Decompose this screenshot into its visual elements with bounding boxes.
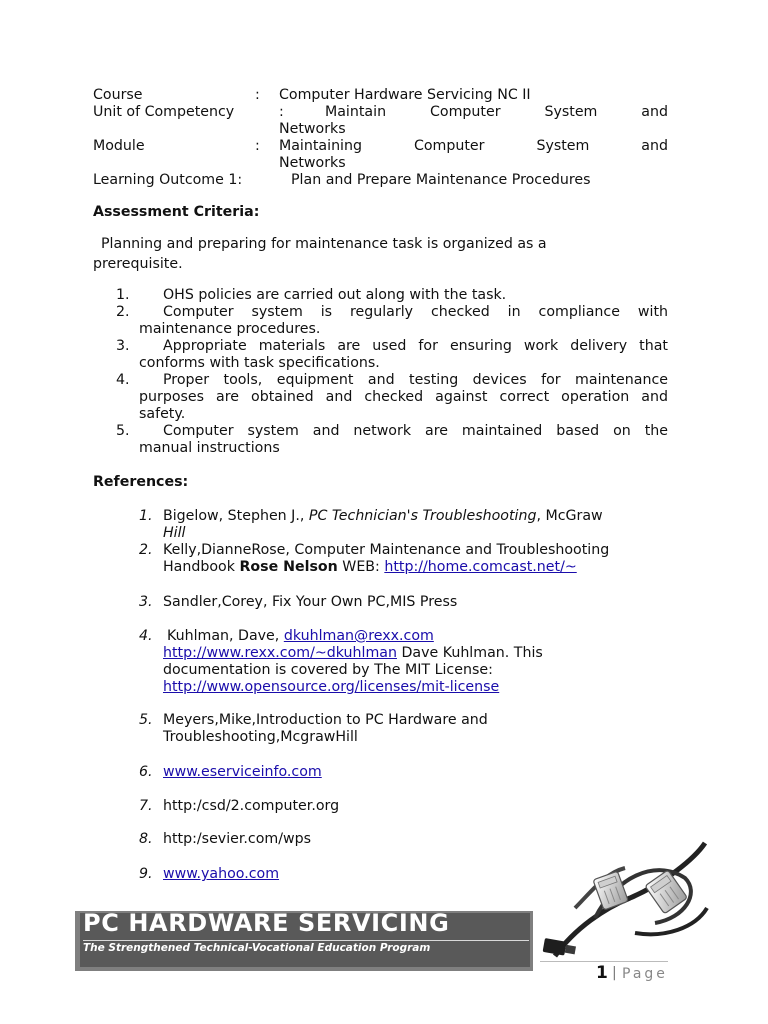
reference-4-email-link[interactable]: dkuhlman@rexx.com bbox=[283, 628, 434, 644]
criteria-item-4-line2: purposes are obtained and checked against correct operation and bbox=[139, 389, 668, 405]
criteria-item-3-line1: Appropriate materials are used for ensuring work delivery that bbox=[163, 338, 668, 354]
page-number: 1 bbox=[596, 963, 608, 983]
footer-subtitle: The Strengthened Technical-Vocational Education Program bbox=[83, 942, 431, 954]
reference-6 bbox=[163, 764, 668, 781]
criteria-number: 4. bbox=[116, 372, 130, 388]
reference-8: http:/sevier.com/wps bbox=[163, 831, 311, 847]
reference-1 bbox=[163, 508, 668, 542]
learning-outcome-value: Plan and Prepare Maintenance Procedures bbox=[291, 172, 591, 188]
unit-value-line2: Networks bbox=[279, 121, 346, 137]
reference-2-link[interactable]: http://home.comcast.net/~ bbox=[384, 559, 577, 575]
criteria-item-4-line3: safety. bbox=[139, 406, 186, 422]
criteria-item-5-line2: manual instructions bbox=[139, 440, 280, 456]
module-value-line1 bbox=[279, 138, 668, 155]
reference-2-web-label: WEB: bbox=[337, 559, 385, 575]
page-label: Page bbox=[622, 966, 668, 982]
course-colon: : bbox=[255, 87, 260, 103]
module-label: Module bbox=[93, 138, 145, 154]
assessment-heading: Assessment Criteria: bbox=[93, 204, 260, 220]
reference-1-publisher: , McGraw bbox=[536, 508, 603, 524]
reference-4-license-link[interactable]: http://www.opensource.org/licenses/mit-license bbox=[163, 679, 500, 695]
reference-number: 2. bbox=[139, 542, 153, 558]
course-label: Course bbox=[93, 87, 143, 103]
reference-4-website-link[interactable]: http://www.rexx.com/~dkuhlman bbox=[163, 645, 397, 661]
reference-4 bbox=[163, 628, 668, 696]
footer-title: PC HARDWARE SERVICING bbox=[83, 909, 450, 937]
reference-1-publisher-cont: Hill bbox=[163, 525, 186, 541]
criteria-item-2-line1: Computer system is regularly checked in compliance with bbox=[163, 304, 668, 320]
criteria-item-3-line2: conforms with task specifications. bbox=[139, 355, 380, 371]
unit-value-text: Maintain Computer System and bbox=[325, 104, 668, 120]
page-number-separator: | bbox=[612, 965, 617, 981]
reference-number: 4. bbox=[139, 628, 153, 644]
criteria-item-1-line1: OHS policies are carried out along with the task. bbox=[163, 287, 507, 303]
unit-label: Unit of Competency bbox=[93, 104, 235, 120]
page-number-rule bbox=[540, 961, 668, 962]
module-value-line2: Networks bbox=[279, 155, 346, 171]
reference-4-license-text: documentation is covered by The MIT License: bbox=[163, 662, 493, 678]
course-value: Computer Hardware Servicing NC II bbox=[279, 87, 531, 103]
reference-5-line2: Troubleshooting,McgrawHill bbox=[163, 729, 358, 745]
reference-4-author: Kuhlman, Dave, bbox=[167, 628, 284, 644]
reference-number: 9. bbox=[139, 866, 153, 882]
reference-2 bbox=[163, 542, 668, 576]
reference-4-text: Dave Kuhlman. This bbox=[396, 645, 543, 661]
unit-value-line1 bbox=[325, 104, 668, 121]
unit-colon: : bbox=[279, 104, 284, 120]
reference-number: 3. bbox=[139, 594, 153, 610]
criteria-number: 2. bbox=[116, 304, 130, 320]
reference-2-text: Kelly,DianneRose, Computer Maintenance and Troubleshooting bbox=[163, 542, 610, 558]
reference-1-title: PC Technician's Troubleshooting bbox=[308, 508, 537, 524]
reference-number: 5. bbox=[139, 712, 153, 728]
criteria-item-4-line1: Proper tools, equipment and testing devices for maintenance bbox=[163, 372, 668, 388]
footer-divider bbox=[83, 940, 529, 941]
learning-outcome-label: Learning Outcome 1: bbox=[93, 172, 243, 188]
reference-number: 6. bbox=[139, 764, 153, 780]
criteria-number: 5. bbox=[116, 423, 130, 439]
reference-number: 7. bbox=[139, 798, 153, 814]
module-value-text: Maintaining Computer System and bbox=[279, 138, 668, 154]
assessment-intro-line1: Planning and preparing for maintenance task is organized as a bbox=[101, 236, 547, 252]
reference-1-author: Bigelow, Stephen J., bbox=[163, 508, 309, 524]
criteria-number: 3. bbox=[116, 338, 130, 354]
criteria-item-2-line2: maintenance procedures. bbox=[139, 321, 321, 337]
reference-6-link[interactable]: www.eserviceinfo.com bbox=[163, 764, 322, 780]
reference-2-author: Rose Nelson bbox=[239, 559, 338, 575]
criteria-number: 1. bbox=[116, 287, 130, 303]
reference-number: 8. bbox=[139, 831, 153, 847]
reference-5 bbox=[163, 712, 668, 746]
reference-5-line1: Meyers,Mike,Introduction to PC Hardware and bbox=[163, 712, 488, 728]
reference-3: Sandler,Corey, Fix Your Own PC,MIS Press bbox=[163, 594, 458, 610]
reference-2-handbook: Handbook bbox=[163, 559, 240, 575]
module-colon: : bbox=[255, 138, 260, 154]
references-heading: References: bbox=[93, 474, 189, 490]
network-cable-icon bbox=[535, 838, 710, 963]
reference-9-link[interactable]: www.yahoo.com bbox=[163, 866, 280, 882]
criteria-item-5-line1: Computer system and network are maintained based on the bbox=[163, 423, 668, 439]
reference-number: 1. bbox=[139, 508, 153, 524]
assessment-intro-line2: prerequisite. bbox=[93, 256, 183, 272]
reference-7: http:/csd/2.computer.org bbox=[163, 798, 340, 814]
